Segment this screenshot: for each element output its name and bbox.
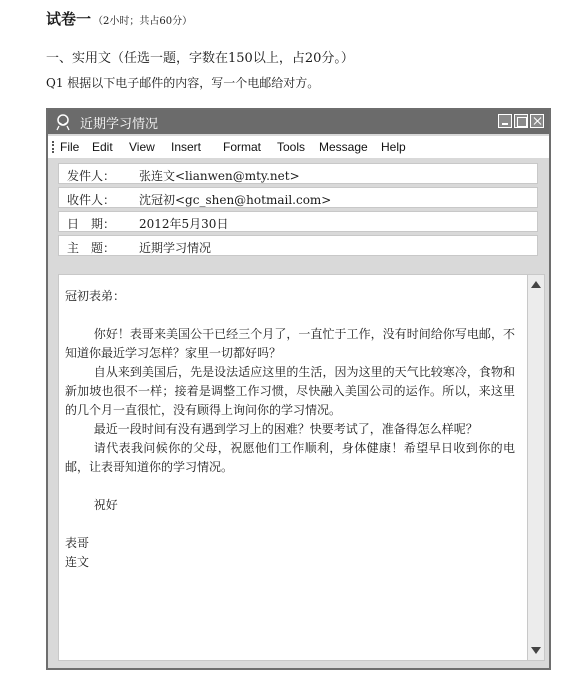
to-value: 沈冠初<gc_shen@hotmail.com> (139, 193, 332, 207)
menu-message[interactable]: Message (319, 140, 368, 154)
subject-value: 近期学习情况 (139, 241, 212, 255)
exam-title-main: 试卷一 (46, 10, 92, 28)
window-title: 近期学习情况 (80, 117, 159, 132)
vertical-scrollbar[interactable] (527, 275, 544, 660)
exam-subtitle: （2小时；共占60分） (93, 16, 193, 27)
menu-view[interactable]: View (129, 140, 155, 154)
subject-field[interactable] (58, 235, 538, 256)
date-value: 2012年5月30日 (139, 217, 229, 231)
to-label: 收件人： (67, 193, 116, 207)
minimize-icon[interactable] (498, 114, 512, 128)
toolbar-grip-icon[interactable] (52, 141, 54, 153)
section-heading: 一、实用文（任选一题，字数在150以上，占20分。） (46, 51, 354, 66)
letter-paragraph: 自从来到美国后，先是设法适应这里的生活，因为这里的天气比较寒冷，食物和新加坡也很不一样；接着是调整工作习惯，尽快融入美国公司的运作。所以，来这里的几个月一直很忙，没有顾得上询问你的学习情况。 (65, 365, 515, 417)
letter-signature-relation: 表哥 (65, 536, 90, 550)
subject-label: 主 题： (67, 241, 116, 255)
mail-app-icon (54, 113, 72, 131)
scroll-down-arrow-icon[interactable] (531, 647, 541, 654)
menu-insert[interactable]: Insert (171, 140, 202, 154)
question-text: Q1 根据以下电子邮件的内容，写一个电邮给对方。 (46, 76, 320, 90)
exam-title (46, 8, 192, 29)
letter-greeting: 冠初表弟： (65, 289, 126, 303)
menu-format[interactable]: Format (223, 140, 262, 154)
letter-paragraph: 你好！表哥来美国公干已经三个月了，一直忙于工作，没有时间给你写电邮，不知道你最近学习怎样？家里一切都好吗？ (65, 327, 515, 360)
menu-edit[interactable]: Edit (92, 140, 113, 154)
menu-file[interactable]: File (60, 140, 80, 154)
menu-bar (48, 136, 549, 158)
letter-closing: 祝好 (93, 498, 118, 512)
menu-tools[interactable]: Tools (277, 140, 306, 154)
letter-paragraph: 请代表我问候你的父母，祝愿他们工作顺利，身体健康！希望早日收到你的电邮，让表哥知道你的学习情况。 (65, 441, 515, 474)
to-field[interactable] (58, 187, 538, 208)
maximize-icon[interactable] (514, 114, 528, 128)
message-body[interactable] (58, 274, 545, 661)
from-value: 张连文<lianwen@mty.net> (139, 169, 300, 183)
menu-help[interactable]: Help (381, 140, 406, 154)
close-icon[interactable] (530, 114, 544, 128)
letter-content (65, 287, 515, 572)
from-field[interactable] (58, 163, 538, 184)
window-titlebar[interactable] (48, 110, 549, 134)
window-controls (496, 114, 544, 133)
date-label: 日 期： (67, 217, 116, 231)
email-window (46, 108, 551, 670)
from-label: 发件人： (67, 169, 116, 183)
letter-signature-name: 连文 (65, 555, 90, 569)
date-field[interactable] (58, 211, 538, 232)
letter-paragraph: 最近一段时间有没有遇到学习上的困难？快要考试了，准备得怎么样呢？ (93, 422, 478, 436)
scroll-up-arrow-icon[interactable] (531, 281, 541, 288)
